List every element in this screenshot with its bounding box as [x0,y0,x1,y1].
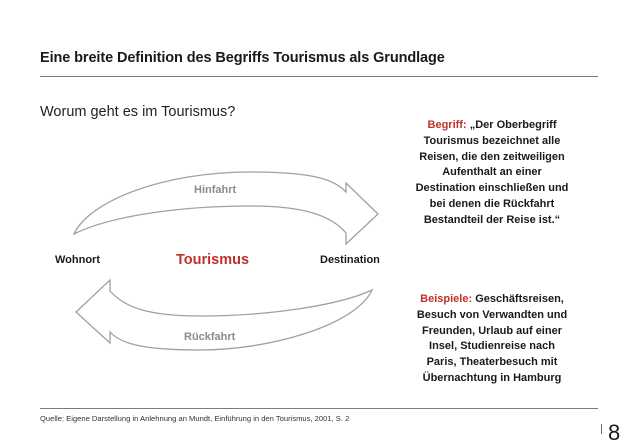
definition-line: „Der Oberbegriff [469,119,557,131]
examples-line: Geschäftsreisen, [475,293,564,305]
destination-label: Destination [320,254,380,266]
page-number-divider [601,424,602,434]
examples-lead: Beispiele: [420,293,473,305]
examples-line: Besuch von Verwandten und [416,308,568,321]
definition-line: Aufenthalt an einer [442,166,542,179]
center-label: Tourismus [176,252,250,268]
examples-line: Paris, Theaterbesuch mit [426,356,558,369]
definition-line: Tourismus bezeichnet alle [423,134,561,147]
definition-line: bei denen die Rückfahrt [429,197,555,210]
origin-label: Wohnort [55,254,101,266]
footer-divider [40,408,598,409]
definition-line: Reisen, die den zeitweiligen [419,150,565,163]
examples-line: Insel, Studienreise nach [429,340,555,353]
examples-line: Übernachtung in Hamburg [422,371,562,384]
slide-title: Eine breite Definition des Begriffs Tourismus als Grundlage [40,50,445,66]
outbound-label: Hinfahrt [194,184,237,196]
definition-line: Bestandteil der Reise ist.“ [423,213,561,226]
definition-box [403,118,581,229]
outbound-arrow [74,172,378,244]
examples-box [403,292,581,387]
definition-lead: Begriff: [427,119,467,131]
slide-subtitle: Worum geht es im Tourismus? [40,104,236,120]
definition-line: Destination einschließen und [415,182,569,195]
return-label: Rückfahrt [184,331,236,343]
page-number: 8 [608,420,621,445]
examples-line: Freunden, Urlaub auf einer [422,324,562,337]
source-note: Quelle: Eigene Darstellung in Anlehnung an Mundt, Einführung in den Tourismus, 2001, S. 2 [40,414,350,423]
